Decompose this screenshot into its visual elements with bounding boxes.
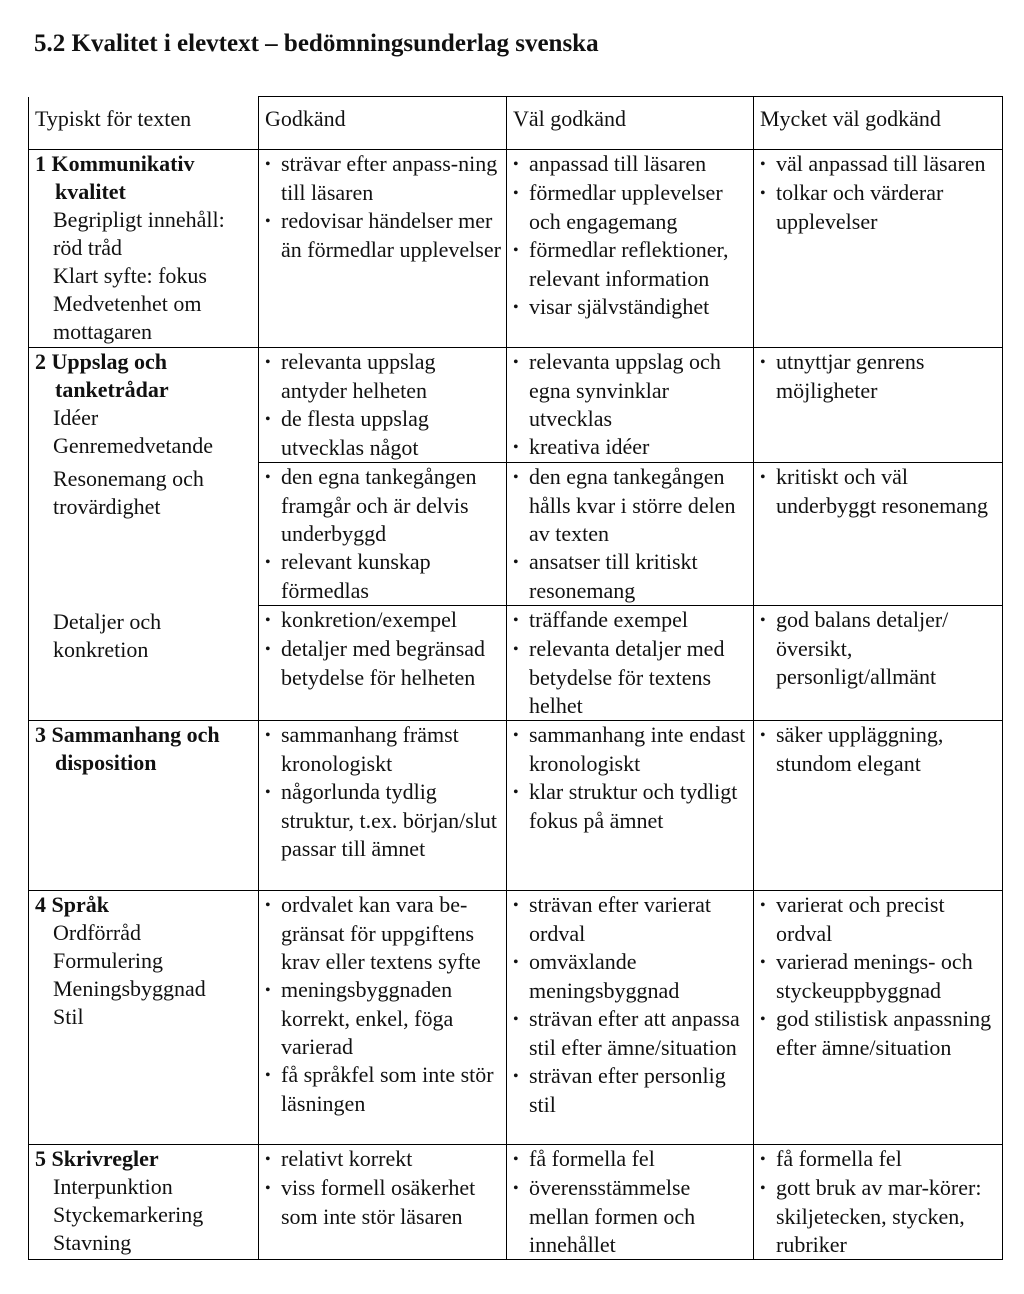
subcriterion-label: Medvetenhet om mottagaren: [53, 291, 202, 344]
bullet-list: [265, 1145, 504, 1231]
grade-cell-g: [259, 348, 507, 463]
assessment-table: [28, 96, 1003, 1260]
bullet-item: • strävan efter varierat ordval: [513, 891, 751, 948]
bullet-item: • god stilistisk anpassning efter ämne/situation: [760, 1005, 1000, 1062]
category-label: 2 Uppslag och tanketrådar: [35, 349, 169, 402]
bullet-list: [760, 150, 1000, 236]
grade-cell-mvg: [754, 150, 1003, 348]
bullet-item: • de flesta uppslag utvecklas något: [265, 405, 504, 462]
table-body: [29, 150, 1003, 1260]
header-cell: Typiskt för texten: [29, 97, 259, 150]
bullet-list: [760, 1145, 1000, 1259]
bullet-item: • visar självständighet: [513, 293, 751, 322]
bullet-item: • omväxlande meningsbyggnad: [513, 948, 751, 1005]
category-label: 3 Sammanhang och disposition: [35, 722, 220, 775]
bullet-item: • relevant kunskap förmedlas: [265, 548, 504, 605]
header-cell: Mycket väl godkänd: [754, 97, 1003, 150]
bullet-list: [513, 1145, 751, 1259]
bullet-list: [513, 150, 751, 322]
subcriterion-label: Resonemang och trovärdighet: [53, 465, 204, 519]
bullet-list: [760, 891, 1000, 1062]
bullet-list: [760, 721, 1000, 778]
bullet-item: • strävan efter personlig stil: [513, 1062, 751, 1119]
bullet-item: • sammanhang främst kronologiskt: [265, 721, 504, 778]
grade-cell-vg: [507, 1145, 754, 1260]
subcriterion-label: Klart syfte: fokus: [53, 263, 207, 288]
bullet-item: • sammanhang inte endast kronologiskt: [513, 721, 751, 778]
grade-cell-vg: [507, 606, 754, 721]
grade-cell-mvg: [754, 463, 1003, 606]
table-row: [29, 606, 1003, 721]
grade-cell-g: [259, 1145, 507, 1260]
bullet-item: • få formella fel: [513, 1145, 751, 1174]
subcriterion-label: Interpunktion: [53, 1174, 173, 1199]
bullet-list: [760, 348, 1000, 405]
bullet-item: • utnyttjar genrens möjligheter: [760, 348, 1000, 405]
grade-cell-mvg: [754, 1145, 1003, 1260]
bullet-list: [265, 150, 504, 264]
subcriterion-label: Genremedvetande: [53, 433, 214, 458]
subcriterion-label: Meningsbyggnad: [53, 976, 206, 1001]
bullet-item: • varierat och precist ordval: [760, 891, 1000, 948]
subcriterion-label: Formulering: [53, 948, 163, 973]
bullet-item: • varierad menings- och styckeuppbyggnad: [760, 948, 1000, 1005]
subcriterion-label: Idéer: [53, 405, 99, 430]
bullet-item: • få språkfel som inte stör läsningen: [265, 1061, 504, 1118]
grade-cell-mvg: [754, 348, 1003, 463]
table-row: [29, 150, 1003, 348]
bullet-item: • förmedlar upplevelser och engagemang: [513, 179, 751, 236]
bullet-list: [265, 721, 504, 863]
criterion-cell: [29, 891, 259, 1145]
grade-cell-g: [259, 891, 507, 1145]
bullet-item: • relevanta detaljer med betydelse för textens helhet: [513, 635, 751, 720]
table-row: [29, 891, 1003, 1145]
subcriterion-label: Stil: [53, 1004, 84, 1029]
category-label: 4 Språk: [35, 892, 109, 917]
bullet-item: • säker uppläggning, stundom elegant: [760, 721, 1000, 778]
bullet-item: • träffande exempel: [513, 606, 751, 635]
bullet-list: [760, 463, 1000, 520]
subcriterion-label: Begripligt innehåll: röd tråd: [53, 207, 225, 260]
page-title: 5.2 Kvalitet i elevtext – bedömningsunderlag svenska: [34, 30, 599, 57]
bullet-item: • meningsbyggnaden korrekt, enkel, föga varierad: [265, 976, 504, 1061]
bullet-list: [513, 463, 751, 605]
bullet-item: • tolkar och värderar upplevelser: [760, 179, 1000, 236]
bullet-item: • anpassad till läsaren: [513, 150, 751, 179]
bullet-list: [265, 606, 504, 692]
bullet-item: • redovisar händelser mer än förmedlar upplevelser: [265, 207, 504, 264]
grade-cell-mvg: [754, 721, 1003, 891]
grade-cell-g: [259, 606, 507, 721]
bullet-item: • förmedlar reflektioner, relevant information: [513, 236, 751, 293]
bullet-item: • den egna tankegången hålls kvar i större delen av texten: [513, 463, 751, 548]
bullet-item: • viss formell osäkerhet som inte stör läsaren: [265, 1174, 504, 1231]
grade-cell-g: [259, 721, 507, 891]
grade-cell-g: [259, 463, 507, 606]
criterion-cell: [29, 150, 259, 348]
bullet-item: • relevanta uppslag och egna synvinklar utvecklas: [513, 348, 751, 433]
bullet-item: • få formella fel: [760, 1145, 1000, 1174]
bullet-list: [513, 606, 751, 720]
bullet-list: [513, 891, 751, 1119]
header-cell: Väl godkänd: [507, 97, 754, 150]
table-row: [29, 1145, 1003, 1260]
bullet-item: • ansatser till kritiskt resonemang: [513, 548, 751, 605]
category-label: 1 Kommunikativ kvalitet: [35, 151, 195, 204]
bullet-list: [760, 606, 1000, 691]
bullet-item: • god balans detaljer/översikt, personligt/allmänt: [760, 606, 1000, 691]
subcriterion-label: Styckemarkering: [53, 1202, 204, 1227]
bullet-item: • konkretion/exempel: [265, 606, 504, 635]
grade-cell-vg: [507, 150, 754, 348]
subcriterion-label: Detaljer och konkretion: [53, 608, 162, 662]
bullet-item: • relativt korrekt: [265, 1145, 504, 1174]
bullet-item: • kritiskt och väl underbyggt resonemang: [760, 463, 1000, 520]
table-header-row: [29, 97, 1003, 150]
bullet-item: • väl anpassad till läsaren: [760, 150, 1000, 179]
bullet-item: • någorlunda tydlig struktur, t.ex. början/slut passar till ämnet: [265, 778, 504, 863]
bullet-list: [265, 348, 504, 462]
bullet-list: [513, 721, 751, 835]
bullet-list: [265, 891, 504, 1118]
bullet-item: • överensstämmelse mellan formen och innehållet: [513, 1174, 751, 1259]
table-row: [29, 721, 1003, 891]
bullet-list: [265, 463, 504, 605]
bullet-item: • gott bruk av mar-körer: skiljetecken, stycken, rubriker: [760, 1174, 1000, 1259]
category-label: 5 Skrivregler: [35, 1146, 159, 1171]
grade-cell-mvg: [754, 891, 1003, 1145]
table-row: [29, 348, 1003, 463]
grade-cell-vg: [507, 891, 754, 1145]
bullet-item: • strävan efter att anpassa stil efter ämne/situation: [513, 1005, 751, 1062]
bullet-item: • den egna tankegången framgår och är delvis underbyggd: [265, 463, 504, 548]
criterion-cell: [29, 348, 259, 463]
grade-cell-vg: [507, 463, 754, 606]
grade-cell-g: [259, 150, 507, 348]
criterion-cell: [29, 721, 259, 891]
table-row: [29, 463, 1003, 606]
bullet-item: • klar struktur och tydligt fokus på ämnet: [513, 778, 751, 835]
bullet-list: [513, 348, 751, 462]
bullet-item: • relevanta uppslag antyder helheten: [265, 348, 504, 405]
criterion-cell: [29, 606, 259, 721]
criterion-cell: [29, 1145, 259, 1260]
bullet-item: • detaljer med begränsad betydelse för helheten: [265, 635, 504, 692]
criterion-cell: [29, 463, 259, 606]
subcriterion-label: Ordförråd: [53, 920, 141, 945]
bullet-item: • kreativa idéer: [513, 433, 751, 462]
subcriterion-label: Stavning: [53, 1230, 132, 1255]
bullet-item: • strävar efter anpass-ning till läsaren: [265, 150, 504, 207]
header-cell: Godkänd: [259, 97, 507, 150]
grade-cell-vg: [507, 721, 754, 891]
bullet-item: • ordvalet kan vara be-gränsat för uppgiftens krav eller textens syfte: [265, 891, 504, 976]
grade-cell-mvg: [754, 606, 1003, 721]
grade-cell-vg: [507, 348, 754, 463]
